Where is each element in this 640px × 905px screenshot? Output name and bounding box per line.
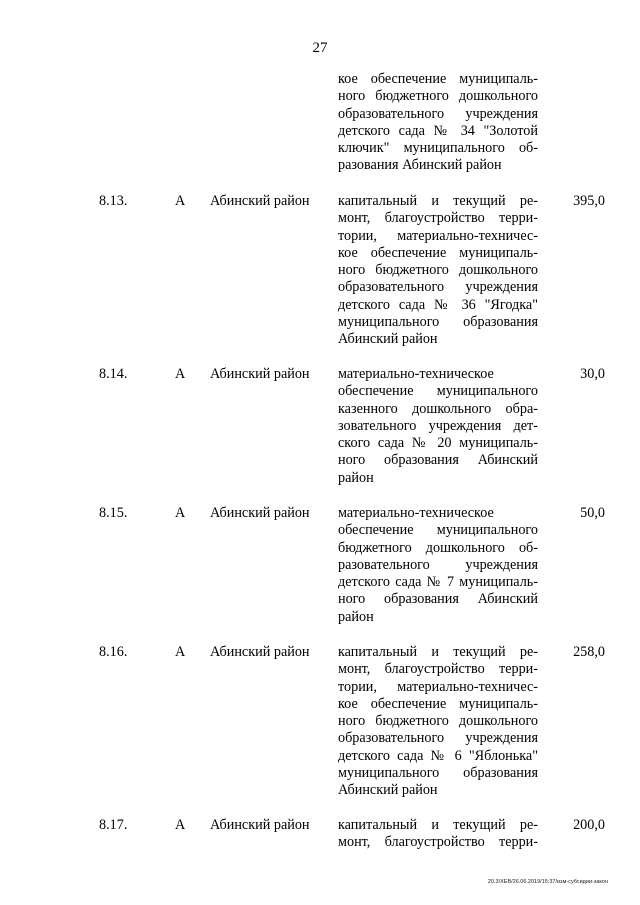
description-line: капитальный и текущий ре- <box>338 817 538 833</box>
description-line: кое обеспечение муниципаль- <box>338 244 538 261</box>
row-area: Абинский район <box>210 366 310 382</box>
row-amount: 50,0 <box>580 505 605 521</box>
description-line: разовательного учреждения <box>338 556 538 573</box>
description-line: кое обеспечение муниципаль- <box>338 695 538 712</box>
row-amount: 30,0 <box>580 366 605 382</box>
description-line: разования Абинский район <box>338 157 502 174</box>
description-line: ного образования Абинский <box>338 452 538 469</box>
row-amount: 395,0 <box>573 193 605 209</box>
description-line: образовательного учреждения <box>338 105 538 122</box>
row-area: Абинский район <box>210 817 310 833</box>
row-number: 8.15. <box>99 505 128 521</box>
row-category: А <box>175 817 186 833</box>
row-description <box>338 366 538 487</box>
row-area: Абинский район <box>210 193 310 209</box>
description-line: бюджетного дошкольного об- <box>338 539 538 556</box>
row-amount: 200,0 <box>573 817 605 833</box>
description-line: детского сада № 34 "Золотой <box>338 122 538 139</box>
description-line: детского сада № 36 "Ягодка" <box>338 296 538 313</box>
description-line: материально-техническое <box>338 366 494 382</box>
row-number: 8.14. <box>99 366 128 382</box>
description-line: муниципального образования <box>338 314 538 331</box>
row-number: 8.13. <box>99 193 128 209</box>
row-description <box>338 505 538 626</box>
row-area: Абинский район <box>210 644 310 660</box>
description-line: образовательного учреждения <box>338 730 538 747</box>
row-description <box>338 644 538 800</box>
description-line: Абинский район <box>338 782 438 799</box>
description-line: капитальный и текущий ре- <box>338 193 538 209</box>
description-line: ного бюджетного дошкольного <box>338 88 538 105</box>
description-line: ного бюджетного дошкольного <box>338 713 538 730</box>
description-line: детского сада № 7 муниципаль- <box>338 574 538 591</box>
description-line: ключик" муниципального об- <box>338 140 538 157</box>
row-number: 8.17. <box>99 817 128 833</box>
description-line: казенного дошкольного обра- <box>338 400 538 417</box>
description-line: муниципального образования <box>338 765 538 782</box>
row-category: А <box>175 366 186 382</box>
description-line: ного образования Абинский <box>338 591 538 608</box>
row-description <box>338 817 538 852</box>
description-line: тории, материально-техничес- <box>338 678 538 695</box>
row-category: А <box>175 505 186 521</box>
description-line: монт, благоустройство терри- <box>338 661 538 678</box>
description-line: обеспечение муниципального <box>338 522 538 539</box>
continued-description <box>338 71 538 175</box>
description-line: ного бюджетного дошкольного <box>338 262 538 279</box>
document-footer: 20.3/ХЕВ/26.06.2019/15:37/изм-субсидии-закон <box>487 879 608 885</box>
description-line: монт, благоустройство терри- <box>338 210 538 227</box>
page-number: 27 <box>312 40 328 56</box>
row-description <box>338 193 538 349</box>
row-amount: 258,0 <box>573 644 605 660</box>
description-line: тории, материально-техничес- <box>338 227 538 244</box>
description-line: монт, благоустройство терри- <box>338 834 538 851</box>
description-line: зовательного учреждения дет- <box>338 417 538 434</box>
description-line: образовательного учреждения <box>338 279 538 296</box>
description-line: кое обеспечение муниципаль- <box>338 71 538 87</box>
row-category: А <box>175 193 186 209</box>
row-area: Абинский район <box>210 505 310 521</box>
description-line: материально-техническое <box>338 505 494 521</box>
description-line: район <box>338 608 374 625</box>
description-line: Абинский район <box>338 331 438 348</box>
description-line: обеспечение муниципального <box>338 383 538 400</box>
description-line: капитальный и текущий ре- <box>338 644 538 660</box>
description-line: район <box>338 469 374 486</box>
description-line: детского сада № 6 "Яблонька" <box>338 747 538 764</box>
row-category: А <box>175 644 186 660</box>
description-line: ского сада № 20 муниципаль- <box>338 435 538 452</box>
row-number: 8.16. <box>99 644 128 660</box>
